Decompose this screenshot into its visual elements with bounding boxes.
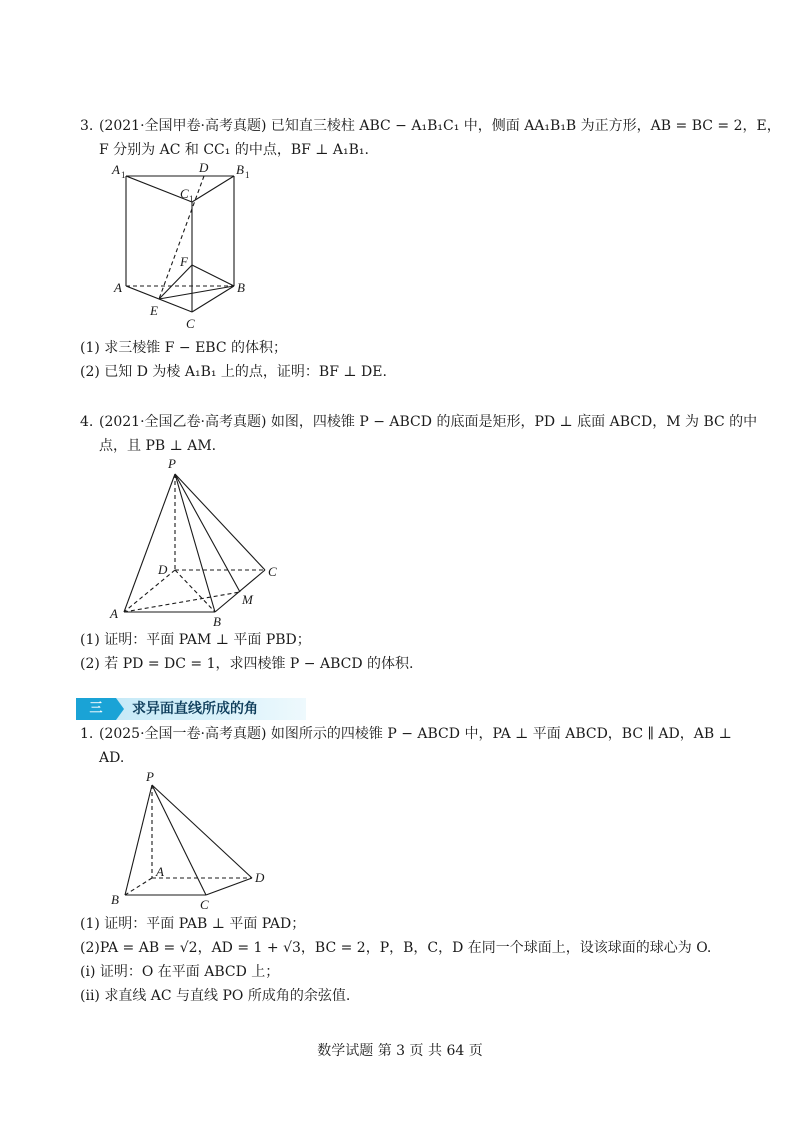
section-header [76, 698, 306, 720]
question-2: (2) 已知 D 为棱 A₁B₁ 上的点，证明：BF ⊥ DE. [80, 364, 387, 380]
problem-text: (2021·全国甲卷·高考真题) 已知直三棱柱 ABC − A₁B₁C₁ 中，侧面 AA₁B₁B 为正方形，AB = BC = 2，E， [99, 118, 781, 134]
problem-text: 点，且 PB ⊥ AM. [99, 438, 217, 454]
problem-s3-1 [80, 722, 732, 770]
problem-number: 3. [80, 118, 94, 134]
label-sub: 1 [189, 194, 194, 204]
problem-number: 1. [80, 726, 94, 742]
label-C: C [186, 316, 195, 331]
label-F: F [180, 254, 188, 269]
label-D: D [255, 870, 265, 885]
label-A1: A [112, 162, 120, 177]
label-A: A [110, 606, 118, 621]
question-1: (1) 证明：平面 PAB ⊥ 平面 PAD； [80, 916, 306, 932]
problem-3-questions [80, 336, 720, 384]
label-P: P [146, 770, 154, 784]
question-2-i: (i) 证明：O 在平面 ABCD 上； [80, 964, 280, 980]
label-C1: C [180, 186, 189, 201]
question-2: (2)PA = AB = √2，AD = 1 + √3，BC = 2，P，B，C，D 在同一个球面上，设该球面的球心为 O. [80, 940, 712, 956]
label-P: P [168, 456, 176, 471]
label-B: B [213, 614, 221, 629]
pyramid-figure-2025 [100, 770, 280, 910]
problem-text: AD. [99, 750, 125, 766]
section-title: 求异面直线所成的角 [132, 701, 258, 717]
label-E: E [150, 303, 158, 318]
label-B: B [237, 280, 245, 295]
question-2-ii: (ii) 求直线 AC 与直线 PO 所成角的余弦值. [80, 988, 351, 1004]
label-sub: 1 [245, 170, 250, 180]
section-number: 三 [76, 698, 116, 720]
label-A: A [156, 864, 164, 879]
problem-s3-1-questions [80, 912, 720, 1008]
problem-text: (2021·全国乙卷·高考真题) 如图，四棱锥 P − ABCD 的底面是矩形，PD ⊥ 底面 ABCD，M 为 BC 的中 [99, 414, 758, 430]
label-A: A [114, 280, 122, 295]
section-chevron [116, 698, 124, 720]
label-C: C [268, 564, 277, 579]
question-1: (1) 求三棱锥 F − EBC 的体积； [80, 340, 288, 356]
label-B: B [111, 892, 119, 907]
pyramid-figure-pabcd [100, 452, 300, 632]
problem-4 [80, 410, 758, 458]
label-B1: B [236, 162, 244, 177]
label-sub: 1 [121, 170, 126, 180]
label-M: M [242, 592, 253, 607]
problem-text: (2025·全国一卷·高考真题) 如图所示的四棱锥 P − ABCD 中，PA ⊥ 平面 ABCD，BC ∥ AD，AB ⊥ [99, 726, 732, 742]
question-1: (1) 证明：平面 PAM ⊥ 平面 PBD； [80, 632, 311, 648]
problem-number: 4. [80, 414, 94, 430]
problem-4-questions [80, 628, 720, 676]
prism-figure [100, 160, 270, 340]
question-2: (2) 若 PD = DC = 1，求四棱锥 P − ABCD 的体积. [80, 656, 414, 672]
label-D: D [158, 562, 168, 577]
problem-3 [80, 114, 781, 162]
label-C: C [200, 897, 209, 910]
page-footer: 数学试题 第 3 页 共 64 页 [317, 1043, 483, 1059]
problem-text: F 分别为 AC 和 CC₁ 的中点，BF ⊥ A₁B₁. [99, 142, 369, 158]
label-D: D [199, 160, 209, 175]
